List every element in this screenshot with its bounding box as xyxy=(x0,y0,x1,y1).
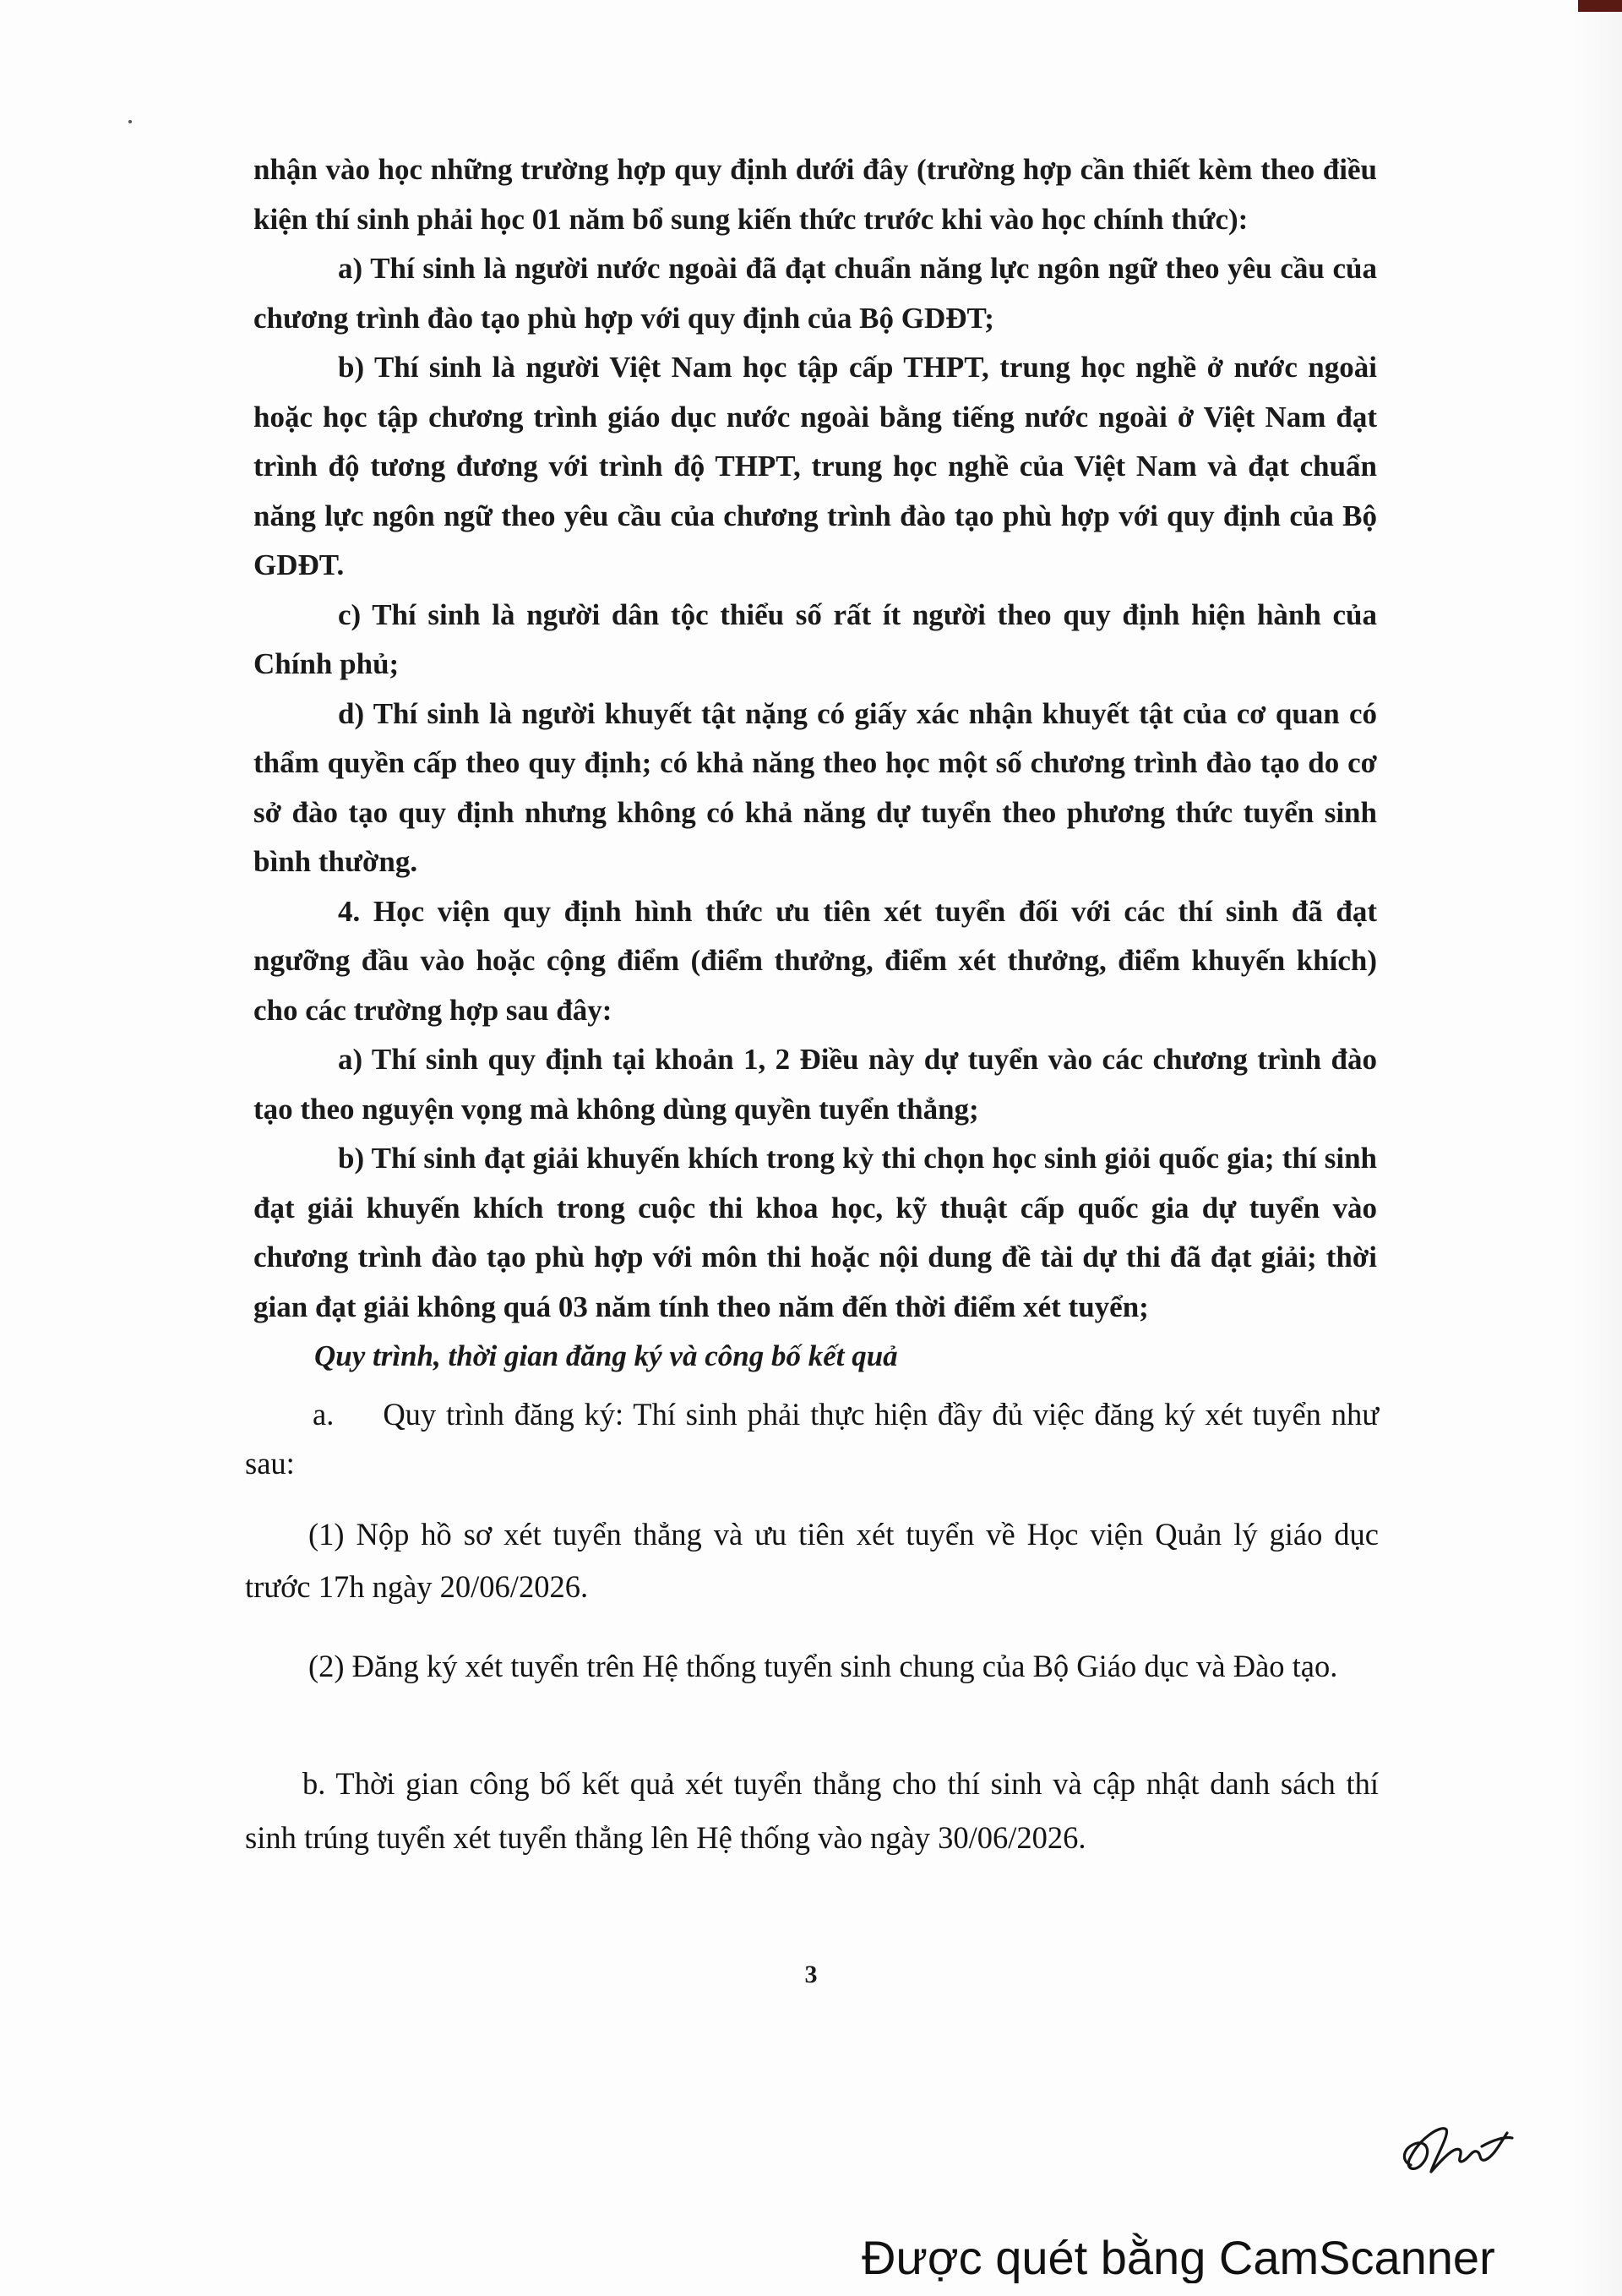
registration-paragraph xyxy=(245,1390,1379,1488)
registration-step-1: (1) Nộp hồ sơ xét tuyển thẳng và ưu tiên xét tuyển về Học viện Quản lý giáo dục trước 17h ngày 20/06/2026. xyxy=(245,1517,1379,1604)
process-heading: Quy trình, thời gian đăng ký và công bố kết quả xyxy=(314,1339,898,1372)
registration-label: a. xyxy=(313,1397,335,1432)
item-3a: a) Thí sinh là người nước ngoài đã đạt chuẩn năng lực ngôn ngữ theo yêu cầu của chương trình đào tạo phù hợp với quy định của Bộ GDĐT; xyxy=(253,252,1377,335)
item-3b: b) Thí sinh là người Việt Nam học tập cấp THPT, trung học nghề ở nước ngoài hoặc học tập chương trình giáo dục nước ngoài bằng tiếng nước ngoài ở Việt Nam đạt trình độ tương đương với trình độ THPT, trung học nghề của Việt Nam và đạt chuẩn năng lực ngôn ngữ theo yêu cầu của chương trình đào tạo phù hợp với quy định của Bộ GDĐT. xyxy=(253,351,1377,581)
page-number: 3 xyxy=(804,1961,818,1988)
item-3c: c) Thí sinh là người dân tộc thiểu số rất ít người theo quy định hiện hành của Chính phủ; xyxy=(253,597,1377,680)
document-body-upper xyxy=(253,145,1377,1382)
camscanner-watermark: Được quét bằng CamScanner xyxy=(862,2231,1495,2283)
item-4a: a) Thí sinh quy định tại khoản 1, 2 Điều này dự tuyển vào các chương trình đào tạo theo nguyện vọng mà không dùng quyền tuyển thẳng; xyxy=(253,1043,1377,1126)
handwritten-signature xyxy=(1394,2113,1521,2189)
corner-scan-mark xyxy=(1578,0,1622,12)
item-4b: b) Thí sinh đạt giải khuyến khích trong kỳ thi chọn học sinh giỏi quốc gia; thí sinh đạt giải khuyến khích trong cuộc thi khoa học, kỹ thuật cấp quốc gia dự tuyển vào chương trình đào tạo phù hợp với môn thi hoặc nội dung đề tài dự thi đã đạt giải; thời gian đạt giải không quá 03 năm tính theo năm đến thời điểm xét tuyển; xyxy=(253,1142,1377,1323)
scan-dust-dot xyxy=(128,120,132,123)
item-3d: d) Thí sinh là người khuyết tật nặng có giấy xác nhận khuyết tật của cơ quan có thẩm quyền cấp theo quy định; có khả năng theo học một số chương trình đào tạo do cơ sở đào tạo quy định nhưng không có khả năng dự tuyển theo phương thức tuyển sinh bình thường. xyxy=(253,696,1377,878)
intro-paragraph: nhận vào học những trường hợp quy định dưới đây (trường hợp cần thiết kèm theo điều kiện thí sinh phải học 01 năm bổ sung kiến thức trước khi vào học chính thức): xyxy=(253,153,1377,236)
registration-text: Quy trình đăng ký: Thí sinh phải thực hiện đầy đủ việc đăng ký xét tuyển như sau: xyxy=(245,1397,1379,1481)
announcement-paragraph: b. Thời gian công bố kết quả xét tuyển thẳng cho thí sinh và cập nhật danh sách thí sinh trúng tuyển xét tuyển thẳng lên Hệ thống vào ngày 30/06/2026. xyxy=(245,1766,1379,1855)
registration-step-2: (2) Đăng ký xét tuyển trên Hệ thống tuyển sinh chung của Bộ Giáo dục và Đào tạo. xyxy=(308,1649,1338,1683)
section-4-paragraph: 4. Học viện quy định hình thức ưu tiên xét tuyển đối với các thí sinh đã đạt ngưỡng đầu vào hoặc cộng điểm (điểm thưởng, điểm xét thưởng, điểm khuyến khích) cho các trường hợp sau đây: xyxy=(253,894,1377,1027)
scan-edge-shadow xyxy=(1571,0,1622,2296)
